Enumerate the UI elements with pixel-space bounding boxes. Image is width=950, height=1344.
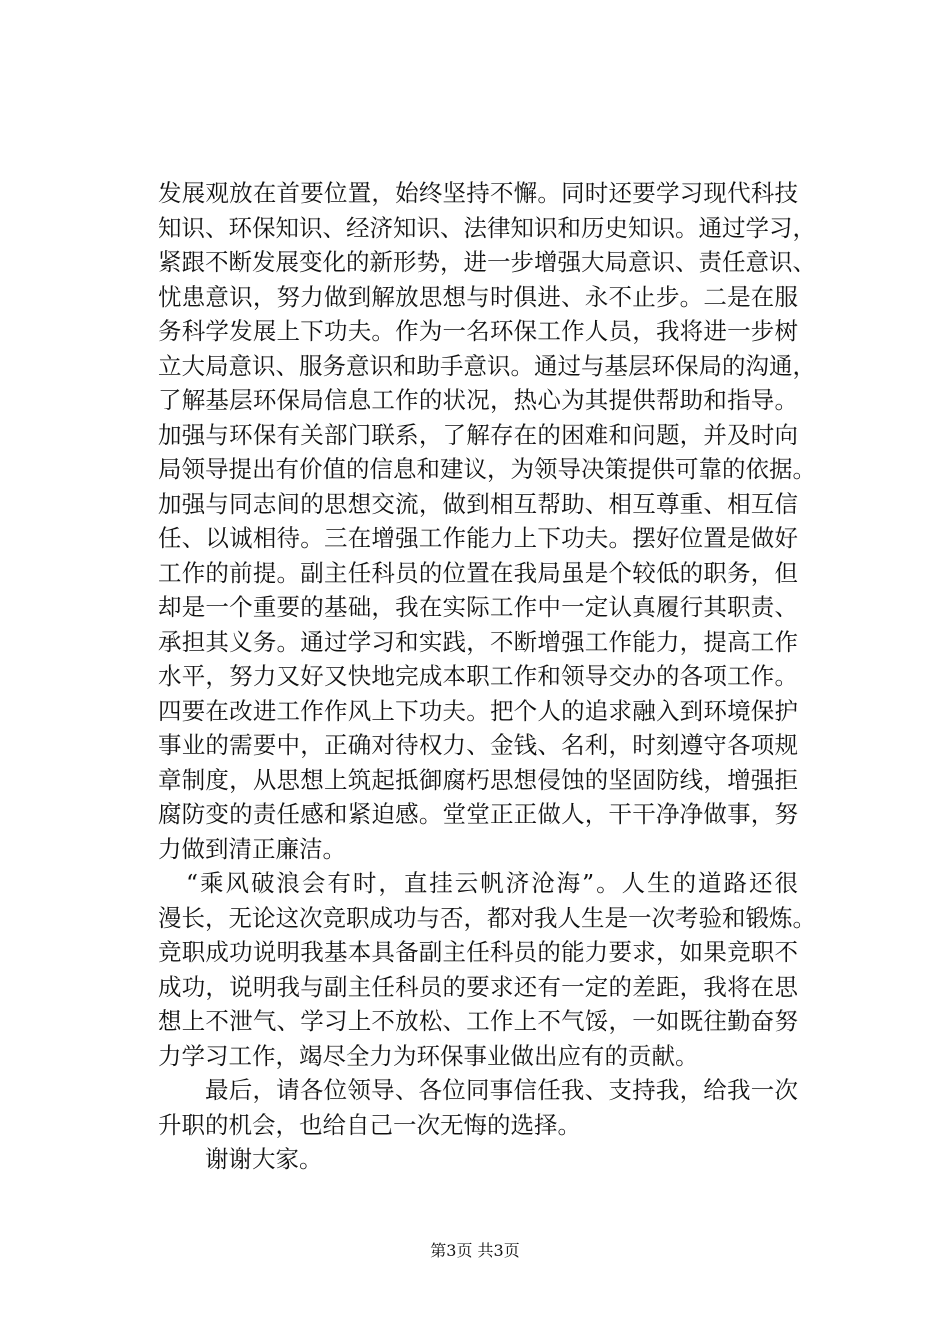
text-line: 务科学发展上下功夫。作为一名环保工作人员，我将进一步树 (158, 317, 798, 345)
text-line: 任、以诚相待。三在增强工作能力上下功夫。摆好位置是做好 (158, 524, 798, 552)
text-line: 承担其义务。通过学习和实践，不断增强工作能力，提高工作 (158, 627, 798, 656)
text-line: 力学习工作，竭尽全力为环保事业做出应有的贡献。 (158, 1041, 699, 1070)
paragraph-2 (158, 866, 816, 1073)
text-line: 竞职成功说明我基本具备副主任科员的能力要求，如果竞职不 (158, 938, 798, 966)
text-line: 力做到清正廉洁。 (158, 834, 346, 863)
text-line: 忧患意识，努力做到解放思想与时俱进、永不止步。二是在服 (158, 282, 798, 311)
text-line: 漫长，无论这次竞职成功与否，都对我人生是一次考验和锻炼。 (158, 903, 816, 932)
text-line: “乘风破浪会有时，直挂云帆济沧海”。人生的道路还很 (186, 869, 798, 897)
paragraph-1 (158, 176, 816, 866)
text-line: 知识、环保知识、经济知识、法律知识和历史知识。通过学习， (158, 213, 816, 242)
text-line: 立大局意识、服务意识和助手意识。通过与基层环保局的沟通， (158, 351, 816, 380)
text-line: 四要在改进工作作风上下功夫。把个人的追求融入到环境保护 (158, 696, 798, 725)
text-line: 升职的机会，也给自己一次无悔的选择。 (158, 1110, 581, 1139)
text-line: 事业的需要中，正确对待权力、金钱、名利，时刻遵守各项规 (158, 731, 798, 759)
page-number-footer: 第3页 共3页 (430, 1241, 520, 1260)
text-line: 成功，说明我与副主任科员的要求还有一定的差距，我将在思 (158, 972, 798, 1001)
text-line: 想上不泄气、学习上不放松、工作上不气馁，一如既往勤奋努 (158, 1007, 798, 1035)
text-line: 了解基层环保局信息工作的状况，热心为其提供帮助和指导。 (158, 386, 798, 414)
text-line: 加强与同志间的思想交流，做到相互帮助、相互尊重、相互信 (158, 489, 798, 518)
text-line: 谢谢大家。 (205, 1145, 323, 1173)
text-line: 却是一个重要的基础，我在实际工作中一定认真履行其职责、 (158, 593, 798, 621)
text-line: 加强与环保有关部门联系，了解存在的困难和问题，并及时向 (158, 420, 798, 449)
document-body (158, 176, 816, 1177)
text-line: 局领导提出有价值的信息和建议，为领导决策提供可靠的依据。 (158, 455, 816, 483)
text-line: 最后，请各位领导、各位同事信任我、支持我，给我一次 (205, 1076, 798, 1104)
text-line: 紧跟不断发展变化的新形势，进一步增强大局意识、责任意识、 (158, 248, 816, 276)
text-line: 章制度，从思想上筑起抵御腐朽思想侵蚀的坚固防线，增强拒 (158, 765, 798, 794)
paragraph-3 (158, 1073, 798, 1142)
text-line: 腐防变的责任感和紧迫感。堂堂正正做人，干干净净做事，努 (158, 800, 798, 828)
paragraph-4 (158, 1142, 798, 1177)
text-line: 水平，努力又好又快地完成本职工作和领导交办的各项工作。 (158, 662, 798, 690)
text-line: 工作的前提。副主任科员的位置在我局虽是个较低的职务，但 (158, 558, 798, 587)
text-line: 发展观放在首要位置，始终坚持不懈。同时还要学习现代科技 (158, 179, 798, 207)
